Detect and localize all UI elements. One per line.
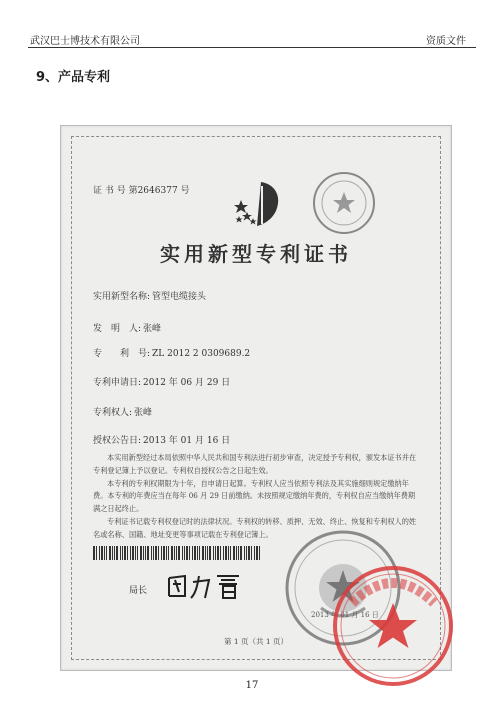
barcode-bar (194, 546, 196, 560)
certificate-page-note: 第 1 页（共 1 页） (223, 637, 289, 646)
field-value: 管型电缆接头 (152, 292, 207, 302)
header-doc-type: 资质文件 (426, 36, 466, 47)
barcode-bar (182, 546, 183, 560)
barcode-bar (244, 546, 245, 560)
barcode-bar (168, 546, 169, 560)
barcode-bar (251, 546, 252, 560)
section-title: 9、产品专利 (36, 70, 111, 85)
barcode-bar (158, 546, 159, 560)
company-seal (330, 563, 456, 689)
barcode-bar (127, 546, 128, 560)
barcode-bar (124, 546, 126, 560)
barcode-bar (217, 546, 219, 560)
barcode-bar (202, 546, 204, 560)
field-label: 授权公告日: (93, 436, 142, 446)
field-value: 张峰 (134, 408, 153, 418)
barcode-bar (106, 546, 107, 560)
field-label: 专利权人: (93, 408, 133, 418)
barcode-bar (192, 546, 193, 560)
seal-date: 2013 年 01 月 16 日 (311, 611, 379, 619)
barcode-bar (220, 546, 221, 560)
barcode-bar (101, 546, 103, 560)
patent-office-emblem-icon (231, 174, 293, 236)
field-label: 专利申请日: (93, 378, 142, 388)
barcode-bar (161, 546, 162, 560)
barcode-bar (130, 546, 131, 560)
barcode-bar (143, 546, 144, 560)
field-value: ZL 2012 2 0309689.2 (152, 349, 251, 359)
barcode-bar (174, 546, 175, 560)
barcode-bar (112, 546, 113, 560)
barcode-bar (99, 546, 100, 560)
director-label: 局长 (129, 586, 148, 596)
barcode-bar (114, 546, 115, 560)
barcode-bar (233, 546, 235, 560)
barcode-bar (238, 546, 239, 560)
barcode-bar (209, 546, 211, 560)
barcode-bar (140, 546, 142, 560)
barcode-bar (153, 546, 154, 560)
barcode-bar (132, 546, 134, 560)
field-value: 2012 年 06 月 29 日 (143, 378, 231, 388)
body-paragraph: 本实用新型经过本局依照中华人民共和国专利法进行初步审查，决定授予专利权，颁发本证书并在专利登记簿上予以登记。专利权自授权公告之日起生效。 (93, 453, 417, 475)
barcode-bar (199, 546, 200, 560)
field-application-date (93, 375, 230, 388)
barcode-bar (155, 546, 157, 560)
barcode-bar (166, 546, 167, 560)
director-signature (165, 570, 245, 602)
barcode-bar (145, 546, 146, 560)
barcode-bar (205, 546, 206, 560)
certificate-number: 证 书 号 第2646377 号 (93, 186, 190, 196)
barcode-bar (120, 546, 121, 560)
field-patentee (93, 405, 152, 418)
barcode-bar (189, 546, 190, 560)
barcode-bar (259, 546, 260, 560)
barcode-bar (256, 546, 258, 560)
barcode-bar (104, 546, 105, 560)
barcode-bar (240, 546, 242, 560)
barcode-bar (176, 546, 177, 560)
barcode-bar (207, 546, 208, 560)
barcode-bar (171, 546, 173, 560)
barcode-bar (178, 546, 180, 560)
header-company: 武汉巴士博技术有限公司 (30, 36, 140, 47)
barcode-bar (215, 546, 216, 560)
body-paragraph: 本专利的专利权期限为十年，自申请日起算。专利权人应当依照专利法及其实施细则规定缴纳年费。本专利的年费应当在每年 06 月 29 日前缴纳。未按照规定缴纳年费的，专利权自应当缴纳年费期满之日起终止。 (93, 478, 416, 514)
barcode-bar (184, 546, 185, 560)
barcode-bar (246, 546, 247, 560)
barcode-bar (213, 546, 214, 560)
barcode-bar (197, 546, 198, 560)
barcode (93, 546, 263, 560)
field-value: 2013 年 01 月 16 日 (143, 436, 231, 446)
body-paragraph: 专利证书记载专利权登记时的法律状况。专利权的转移、质押、无效、终止、恢复和专利权人的姓名或名称、国籍、地址变更等事项记载在专利登记簿上。 (93, 516, 417, 539)
barcode-bar (236, 546, 237, 560)
barcode-bar (135, 546, 136, 560)
field-value: 张峰 (143, 324, 162, 334)
certificate-title: 实用新型专利证书 (160, 242, 352, 266)
field-patent-number (93, 346, 250, 359)
barcode-bar (147, 546, 149, 560)
barcode-bar (96, 546, 97, 560)
field-label: 专 利 号: (93, 349, 151, 359)
barcode-bar (137, 546, 138, 560)
header-divider (28, 47, 476, 48)
barcode-bar (93, 546, 95, 560)
barcode-bar (186, 546, 188, 560)
field-inventor (93, 321, 161, 334)
page-number: 17 (245, 680, 259, 691)
barcode-bar (228, 546, 229, 560)
barcode-bar (163, 546, 165, 560)
barcode-bar (248, 546, 250, 560)
barcode-bar (254, 546, 255, 560)
barcode-bar (223, 546, 224, 560)
field-label: 实用新型名称: (93, 292, 151, 302)
field-grant-date (93, 433, 230, 446)
barcode-bar (230, 546, 231, 560)
field-utility-model-name (93, 289, 206, 302)
field-label: 发 明 人: (93, 324, 142, 334)
official-seal-icon (311, 170, 377, 236)
barcode-bar (116, 546, 118, 560)
barcode-bar (109, 546, 111, 560)
barcode-bar (225, 546, 227, 560)
barcode-bar (151, 546, 152, 560)
barcode-bar (122, 546, 123, 560)
